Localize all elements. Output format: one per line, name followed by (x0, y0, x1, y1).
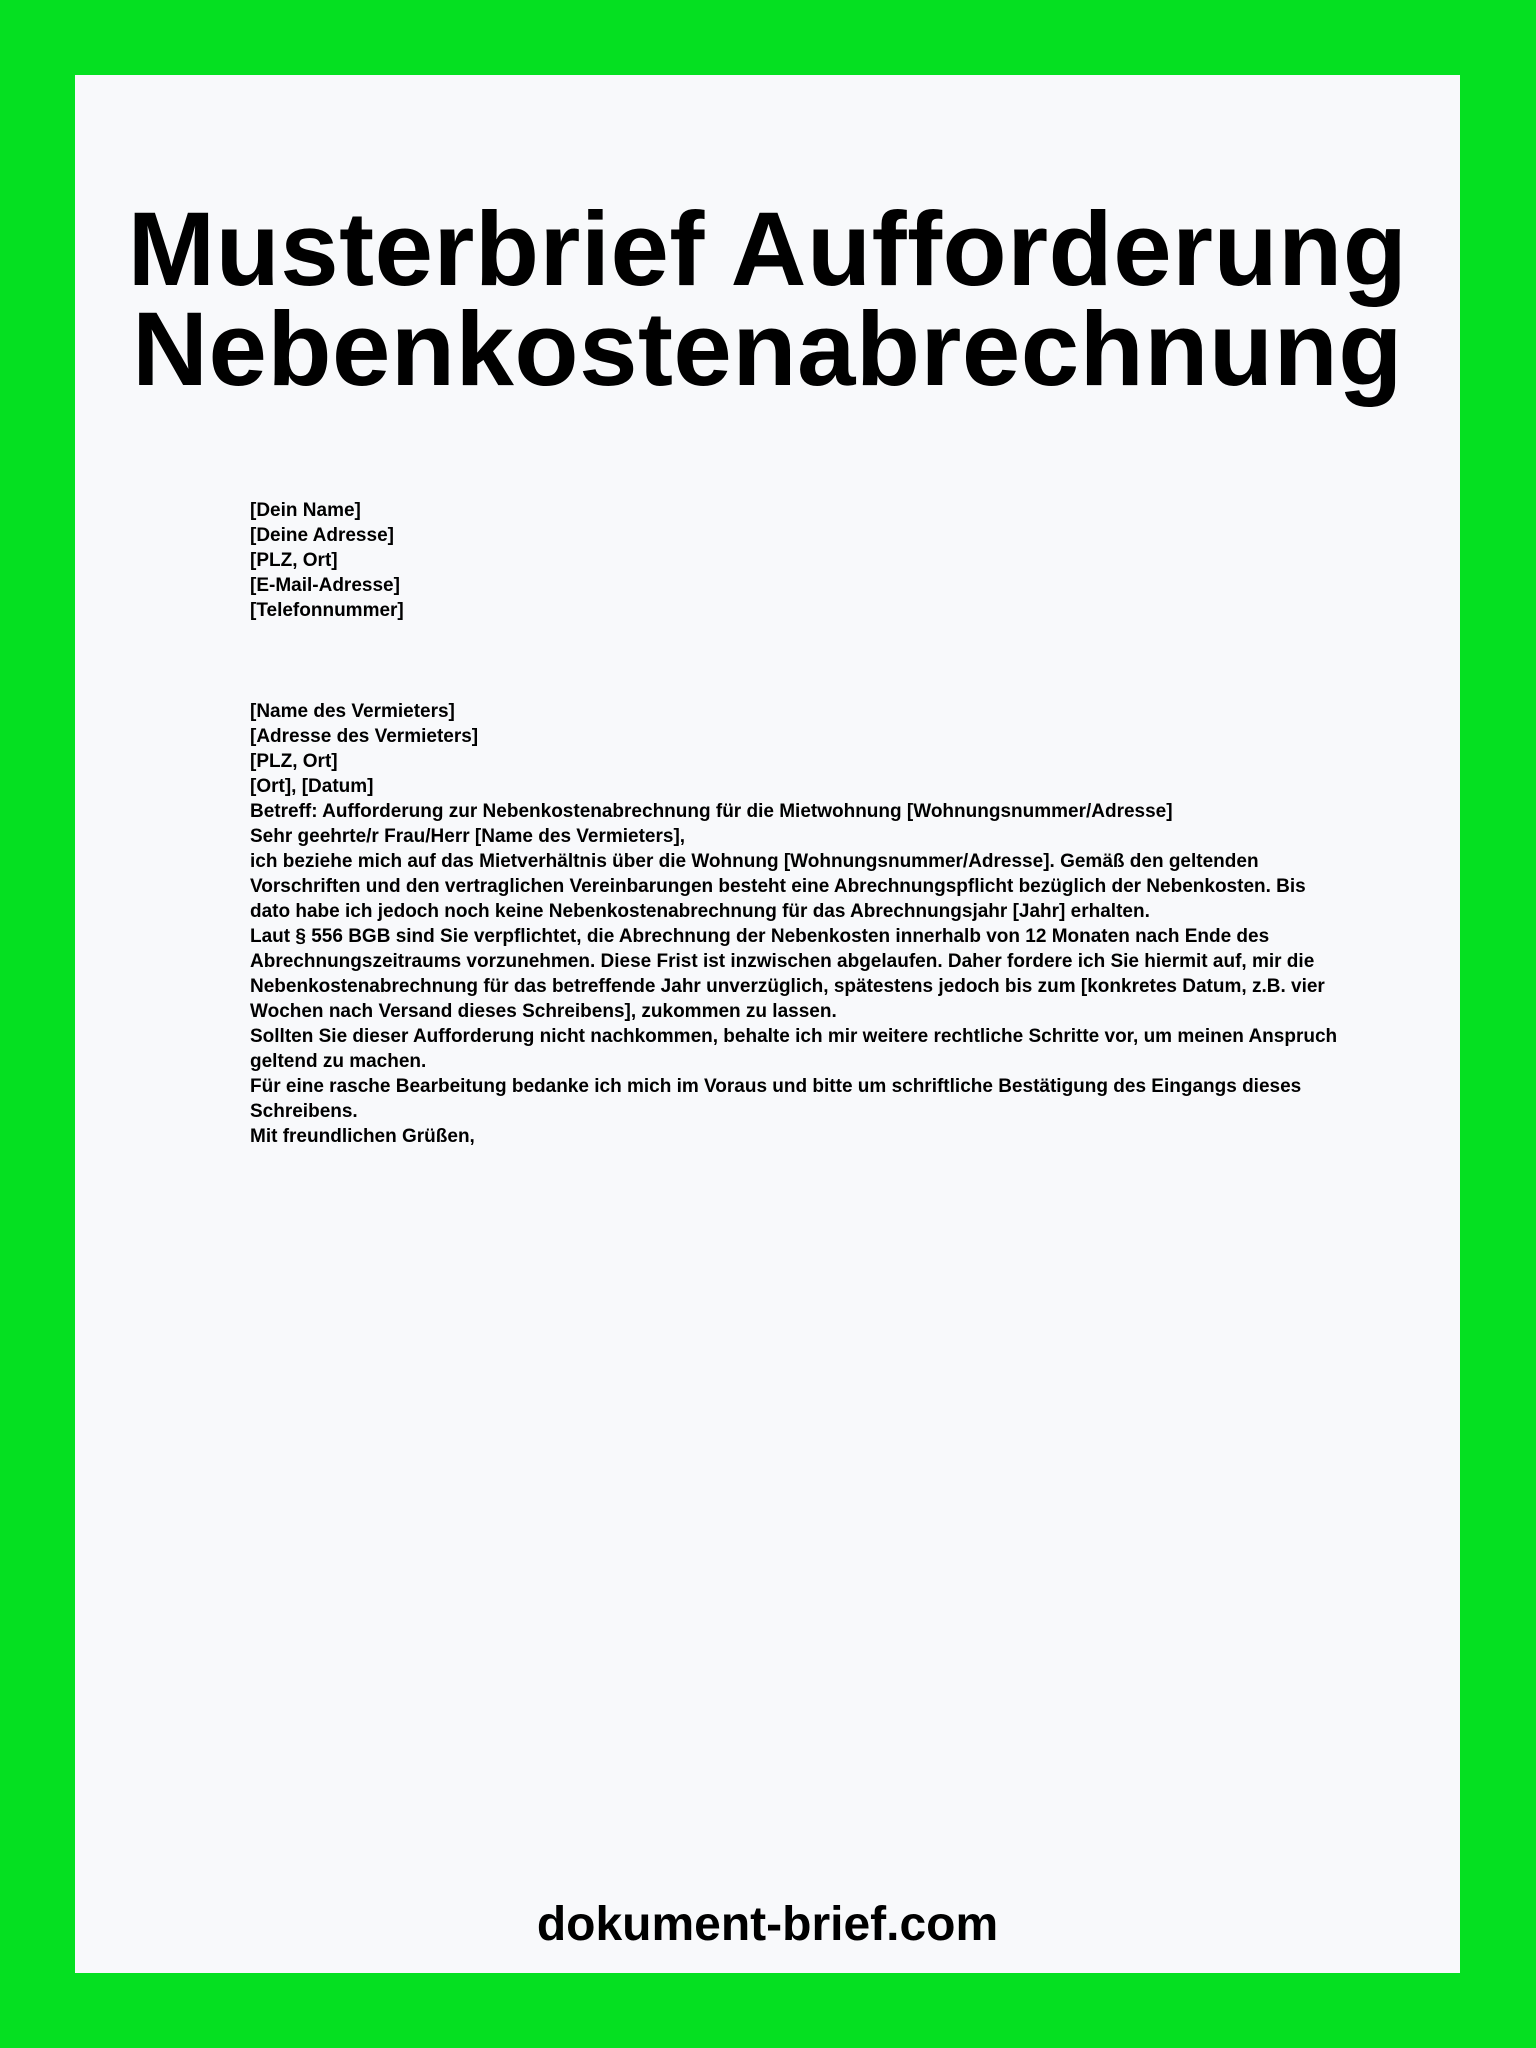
title-line-1: Musterbrief Aufforderung (127, 191, 1408, 308)
sender-phone: [Telefonnummer] (250, 600, 404, 621)
body-paragraph-2: Laut § 556 BGB sind Sie verpflichtet, die Abrechnung der Nebenkosten innerhalb von 12 Monaten nach Ende des Abrechnungszeitraums vorzunehmen. Diese Frist ist inzwischen abgelaufen. Daher fordere ich Sie hiermit auf, mir die Nebenkostenabrechnung für das betreffende Jahr unverzüglich, spätestens jedoch bis zum [konkretes Datum, z.B. vier Wochen nach Versand dieses Schreibens], zukommen zu lassen. (250, 926, 1325, 1022)
footer-site-link[interactable]: dokument-brief.com (536, 1898, 999, 1951)
letter-page (75, 75, 1460, 1973)
body-paragraph-1: ich beziehe mich auf das Mietverhältnis über die Wohnung [Wohnungsnummer/Adresse]. Gemäß den geltenden Vorschriften und den vertraglichen Vereinbarungen besteht eine Abrechnungspflicht bezüglich der Nebenkosten. Bis dato habe ich jedoch noch keine Nebenkostenabrechnung für das Abrechnungsjahr [Jahr] erhalten. (250, 851, 1306, 922)
recipient-zip-city: [PLZ, Ort] (250, 751, 338, 772)
sender-name: [Dein Name] (250, 500, 361, 521)
subject-line: Betreff: Aufforderung zur Nebenkostenabrechnung für die Mietwohnung [Wohnungsnummer/Adresse] (250, 801, 1173, 822)
salutation: Sehr geehrte/r Frau/Herr [Name des Vermieters], (250, 826, 686, 847)
recipient-address-block (250, 699, 1350, 774)
body-paragraph-4: Für eine rasche Bearbeitung bedanke ich mich im Voraus und bitte um schriftliche Bestätigung des Eingangs dieses Schreibens. (250, 1076, 1302, 1122)
sender-address-block (250, 498, 1350, 623)
sender-zip-city: [PLZ, Ort] (250, 550, 338, 571)
recipient-name: [Name des Vermieters] (250, 701, 455, 722)
recipient-address: [Adresse des Vermieters] (250, 726, 479, 747)
letter-body (250, 498, 1350, 1149)
body-paragraph-3: Sollten Sie dieser Aufforderung nicht nachkommen, behalte ich mir weitere rechtliche Schritte vor, um meinen Anspruch geltend zu machen. (250, 1026, 1338, 1072)
title-line-2: Nebenkostenabrechnung (132, 291, 1403, 408)
sender-email: [E-Mail-Adresse] (250, 575, 400, 596)
page-title (75, 191, 1460, 408)
closing: Mit freundlichen Grüßen, (250, 1126, 475, 1147)
place-date: [Ort], [Datum] (250, 776, 374, 797)
sender-address: [Deine Adresse] (250, 525, 394, 546)
